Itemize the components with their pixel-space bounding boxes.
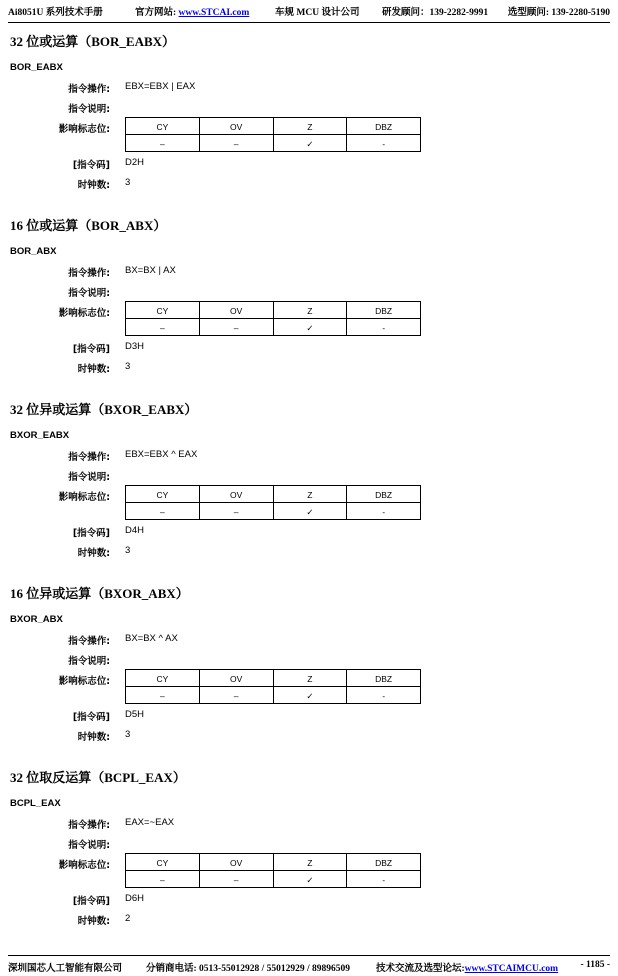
flag-header: OV bbox=[199, 854, 273, 871]
page-header bbox=[8, 0, 610, 23]
flag-value: – bbox=[199, 687, 273, 704]
opcode-value: D3H bbox=[125, 341, 145, 352]
operation-label: 指令操作: bbox=[68, 820, 110, 831]
flags-label: 影响标志位: bbox=[58, 308, 110, 319]
flag-value: ✓ bbox=[273, 687, 347, 704]
flags-value-row bbox=[126, 687, 421, 704]
flags-value-row bbox=[126, 135, 421, 152]
official-site-link[interactable]: www.STCAI.com bbox=[178, 8, 250, 18]
flags-value-row bbox=[126, 503, 421, 520]
opcode-label: [指令码] bbox=[72, 344, 110, 355]
description-label: 指令说明: bbox=[68, 288, 110, 299]
opcode-value: D5H bbox=[125, 709, 145, 720]
flag-header: CY bbox=[126, 118, 200, 135]
operation-label: 指令操作: bbox=[68, 84, 110, 95]
operation-value: EBX=EBX ^ EAX bbox=[125, 449, 198, 460]
flags-table bbox=[125, 301, 421, 336]
footer-phone: 分销商电话: 0513-55012928 / 55012929 / 89896509 bbox=[146, 964, 350, 974]
flags-label: 影响标志位: bbox=[58, 860, 110, 871]
operation-value: BX=BX | AX bbox=[125, 265, 176, 276]
instruction-name: BOR_EABX bbox=[10, 62, 63, 73]
page-footer bbox=[8, 955, 610, 976]
opcode-label: [指令码] bbox=[72, 896, 110, 907]
operation-label: 指令操作: bbox=[68, 268, 110, 279]
footer-company: 深圳国芯人工智能有限公司 bbox=[8, 964, 123, 974]
instruction-name: BXOR_ABX bbox=[10, 614, 63, 625]
operation-value: BX=BX ^ AX bbox=[125, 633, 178, 644]
flag-value: – bbox=[126, 871, 200, 888]
footer-forum bbox=[376, 960, 558, 974]
flag-header: CY bbox=[126, 486, 200, 503]
description-label: 指令说明: bbox=[68, 472, 110, 483]
opcode-label: [指令码] bbox=[72, 712, 110, 723]
flag-header: Z bbox=[273, 854, 347, 871]
rd-contact: 研发顾问：139-2282-9991 bbox=[382, 8, 489, 18]
flag-value: - bbox=[347, 871, 421, 888]
clocks-value: 3 bbox=[125, 545, 131, 556]
flag-header: OV bbox=[199, 302, 273, 319]
flags-label: 影响标志位: bbox=[58, 492, 110, 503]
flags-table bbox=[125, 117, 421, 152]
company-slogan: 车规 MCU 设计公司 bbox=[275, 8, 360, 18]
flag-value: ✓ bbox=[273, 871, 347, 888]
flag-value: – bbox=[199, 135, 273, 152]
flag-value: - bbox=[347, 135, 421, 152]
page-number: - 1185 - bbox=[580, 960, 610, 970]
flag-value: - bbox=[347, 319, 421, 336]
doc-title: Ai8051U 系列技术手册 bbox=[8, 8, 103, 18]
flag-value: ✓ bbox=[273, 319, 347, 336]
flags-table bbox=[125, 853, 421, 888]
operation-value: EBX=EBX | EAX bbox=[125, 81, 196, 92]
operation-value: EAX=~EAX bbox=[125, 817, 175, 828]
section-title: 32 位或运算（BOR_EABX） bbox=[10, 34, 176, 49]
flag-value: – bbox=[199, 319, 273, 336]
opcode-value: D4H bbox=[125, 525, 145, 536]
flag-header: DBZ bbox=[347, 854, 421, 871]
clocks-label: 时钟数: bbox=[77, 732, 110, 743]
instruction-name: BXOR_EABX bbox=[10, 430, 70, 441]
opcode-value: D2H bbox=[125, 157, 145, 168]
flags-value-row bbox=[126, 871, 421, 888]
flag-header: Z bbox=[273, 670, 347, 687]
flags-table bbox=[125, 485, 421, 520]
opcode-value: D6H bbox=[125, 893, 145, 904]
description-label: 指令说明: bbox=[68, 840, 110, 851]
operation-label: 指令操作: bbox=[68, 636, 110, 647]
flags-value-row bbox=[126, 319, 421, 336]
forum-link[interactable]: www.STCAIMCU.com bbox=[464, 964, 559, 974]
flag-header: CY bbox=[126, 302, 200, 319]
official-site bbox=[135, 4, 249, 18]
clocks-value: 3 bbox=[125, 177, 131, 188]
opcode-label: [指令码] bbox=[72, 160, 110, 171]
clocks-value: 3 bbox=[125, 361, 131, 372]
flag-header: Z bbox=[273, 302, 347, 319]
flags-label: 影响标志位: bbox=[58, 124, 110, 135]
opcode-label: [指令码] bbox=[72, 528, 110, 539]
flag-header: DBZ bbox=[347, 302, 421, 319]
flag-header: DBZ bbox=[347, 486, 421, 503]
flags-header-row bbox=[126, 854, 421, 871]
flag-header: CY bbox=[126, 854, 200, 871]
flag-value: – bbox=[126, 135, 200, 152]
description-label: 指令说明: bbox=[68, 104, 110, 115]
flag-header: DBZ bbox=[347, 670, 421, 687]
description-label: 指令说明: bbox=[68, 656, 110, 667]
clocks-label: 时钟数: bbox=[77, 180, 110, 191]
flag-header: OV bbox=[199, 486, 273, 503]
instruction-name: BOR_ABX bbox=[10, 246, 57, 257]
clocks-label: 时钟数: bbox=[77, 364, 110, 375]
clocks-label: 时钟数: bbox=[77, 916, 110, 927]
flag-header: OV bbox=[199, 118, 273, 135]
flag-header: Z bbox=[273, 118, 347, 135]
flags-header-row bbox=[126, 486, 421, 503]
flag-value: – bbox=[199, 871, 273, 888]
operation-label: 指令操作: bbox=[68, 452, 110, 463]
flag-header: OV bbox=[199, 670, 273, 687]
flag-value: – bbox=[126, 503, 200, 520]
clocks-value: 2 bbox=[125, 913, 131, 924]
flag-value: ✓ bbox=[273, 503, 347, 520]
flag-value: – bbox=[199, 503, 273, 520]
section-title: 16 位或运算（BOR_ABX） bbox=[10, 218, 167, 233]
official-site-label: 官方网站: bbox=[135, 8, 179, 18]
flag-value: – bbox=[126, 319, 200, 336]
flags-header-row bbox=[126, 118, 421, 135]
section-title: 32 位异或运算（BXOR_EABX） bbox=[10, 402, 198, 417]
flag-value: - bbox=[347, 687, 421, 704]
flags-table bbox=[125, 669, 421, 704]
flags-header-row bbox=[126, 302, 421, 319]
flag-header: DBZ bbox=[347, 118, 421, 135]
instruction-name: BCPL_EAX bbox=[10, 798, 61, 809]
flag-value: – bbox=[126, 687, 200, 704]
section-title: 32 位取反运算（BCPL_EAX） bbox=[10, 770, 186, 785]
flag-header: CY bbox=[126, 670, 200, 687]
flag-header: Z bbox=[273, 486, 347, 503]
selection-contact: 选型顾问: 139-2280-5190 bbox=[507, 8, 610, 18]
flag-value: - bbox=[347, 503, 421, 520]
forum-label: 技术交流及选型论坛: bbox=[376, 964, 465, 974]
flags-label: 影响标志位: bbox=[58, 676, 110, 687]
section-title: 16 位异或运算（BXOR_ABX） bbox=[10, 586, 189, 601]
clocks-label: 时钟数: bbox=[77, 548, 110, 559]
flags-header-row bbox=[126, 670, 421, 687]
flag-value: ✓ bbox=[273, 135, 347, 152]
clocks-value: 3 bbox=[125, 729, 131, 740]
